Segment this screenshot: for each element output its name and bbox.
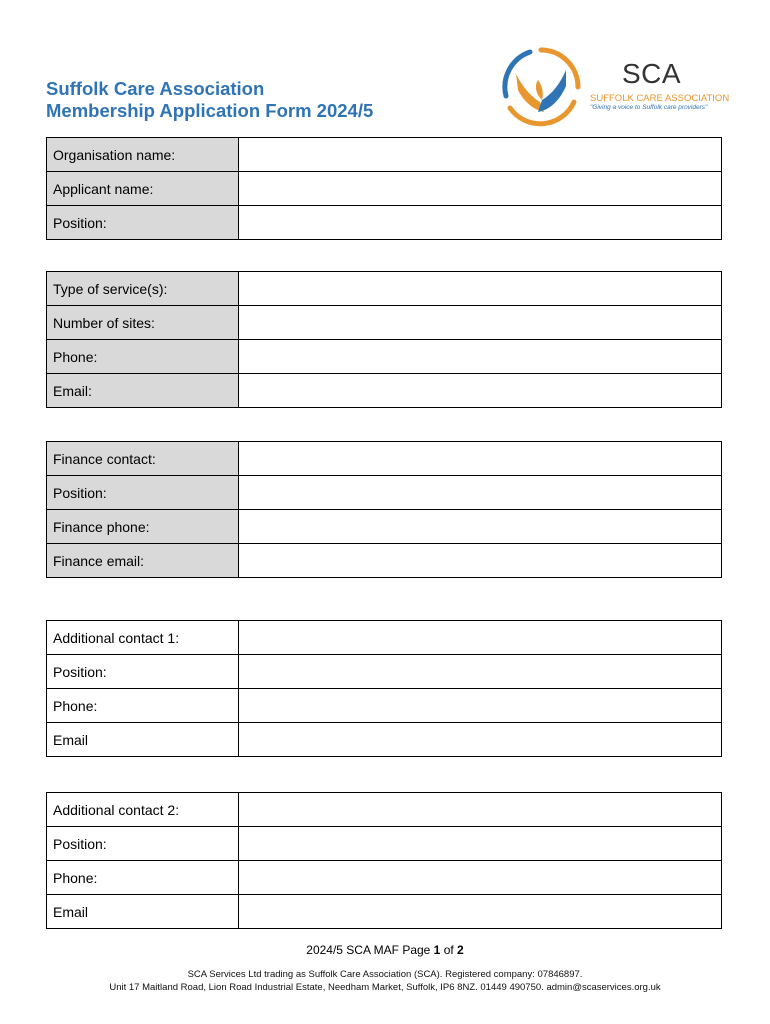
sca-logo [500, 46, 730, 128]
table-row [47, 374, 722, 408]
table-row [47, 172, 722, 206]
additional-contact-1-field[interactable] [239, 621, 722, 655]
table-row [47, 861, 722, 895]
finance-contact-field[interactable] [239, 442, 722, 476]
table-row [47, 544, 722, 578]
page-number [0, 943, 770, 957]
field-label: Type of service(s): [47, 272, 239, 306]
logo-acronym: SCA [622, 58, 682, 89]
organisation-name-field[interactable] [239, 138, 722, 172]
finance-phone-field[interactable] [239, 510, 722, 544]
additional-contact-2-phone-field[interactable] [239, 861, 722, 895]
finance-position-field[interactable] [239, 476, 722, 510]
page-current: 1 [433, 943, 441, 957]
additional-contact-2-field[interactable] [239, 793, 722, 827]
field-label: Finance email: [47, 544, 239, 578]
footer-address-line: Unit 17 Maitland Road, Lion Road Industrial Estate, Needham Market, Suffolk, IP6 8NZ. 01449 490750. admin@scaservices.org.uk [109, 982, 661, 993]
field-label: Finance contact: [47, 442, 239, 476]
field-label: Email: [47, 374, 239, 408]
position-field[interactable] [239, 206, 722, 240]
additional-contact-2-email-field[interactable] [239, 895, 722, 929]
field-label: Phone: [47, 861, 239, 895]
page-prefix: 2024/5 SCA MAF Page [306, 943, 434, 957]
service-section [46, 271, 722, 408]
footer-company-line: SCA Services Ltd trading as Suffolk Care Association (SCA). Registered company: 07846897. [187, 969, 583, 980]
finance-section [46, 441, 722, 578]
table-row [47, 621, 722, 655]
logo-tagline: "Giving a voice to Suffolk care providers" [590, 104, 708, 111]
table-row [47, 827, 722, 861]
service-type-field[interactable] [239, 272, 722, 306]
field-label: Position: [47, 827, 239, 861]
page-of: of [440, 943, 458, 957]
field-label: Position: [47, 206, 239, 240]
number-of-sites-field[interactable] [239, 306, 722, 340]
additional-contact-2-section [46, 792, 722, 929]
field-label: Number of sites: [47, 306, 239, 340]
table-row [47, 895, 722, 929]
table-row [47, 476, 722, 510]
phone-field[interactable] [239, 340, 722, 374]
field-label: Finance phone: [47, 510, 239, 544]
applicant-name-field[interactable] [239, 172, 722, 206]
table-row [47, 655, 722, 689]
table-row [47, 689, 722, 723]
applicant-section [46, 137, 722, 240]
title-line-2: Membership Application Form 2024/5 [46, 100, 374, 121]
field-label: Phone: [47, 340, 239, 374]
page-total: 2 [457, 943, 464, 957]
additional-contact-1-phone-field[interactable] [239, 689, 722, 723]
table-row [47, 510, 722, 544]
table-row [47, 138, 722, 172]
field-label: Organisation name: [47, 138, 239, 172]
table-row [47, 340, 722, 374]
field-label: Position: [47, 476, 239, 510]
finance-email-field[interactable] [239, 544, 722, 578]
field-label: Email [47, 895, 239, 929]
field-label: Additional contact 1: [47, 621, 239, 655]
additional-contact-2-position-field[interactable] [239, 827, 722, 861]
hands-circle-icon [500, 46, 582, 128]
additional-contact-1-position-field[interactable] [239, 655, 722, 689]
table-row [47, 306, 722, 340]
logo-name: SUFFOLK CARE ASSOCIATION [590, 93, 730, 104]
table-row [47, 723, 722, 757]
table-row [47, 206, 722, 240]
field-label: Applicant name: [47, 172, 239, 206]
field-label: Additional contact 2: [47, 793, 239, 827]
field-label: Email [47, 723, 239, 757]
field-label: Position: [47, 655, 239, 689]
table-row [47, 442, 722, 476]
field-label: Phone: [47, 689, 239, 723]
email-field[interactable] [239, 374, 722, 408]
page-title [46, 78, 373, 122]
table-row [47, 793, 722, 827]
additional-contact-1-section [46, 620, 722, 757]
table-row [47, 272, 722, 306]
title-line-1: Suffolk Care Association [46, 78, 265, 99]
additional-contact-1-email-field[interactable] [239, 723, 722, 757]
